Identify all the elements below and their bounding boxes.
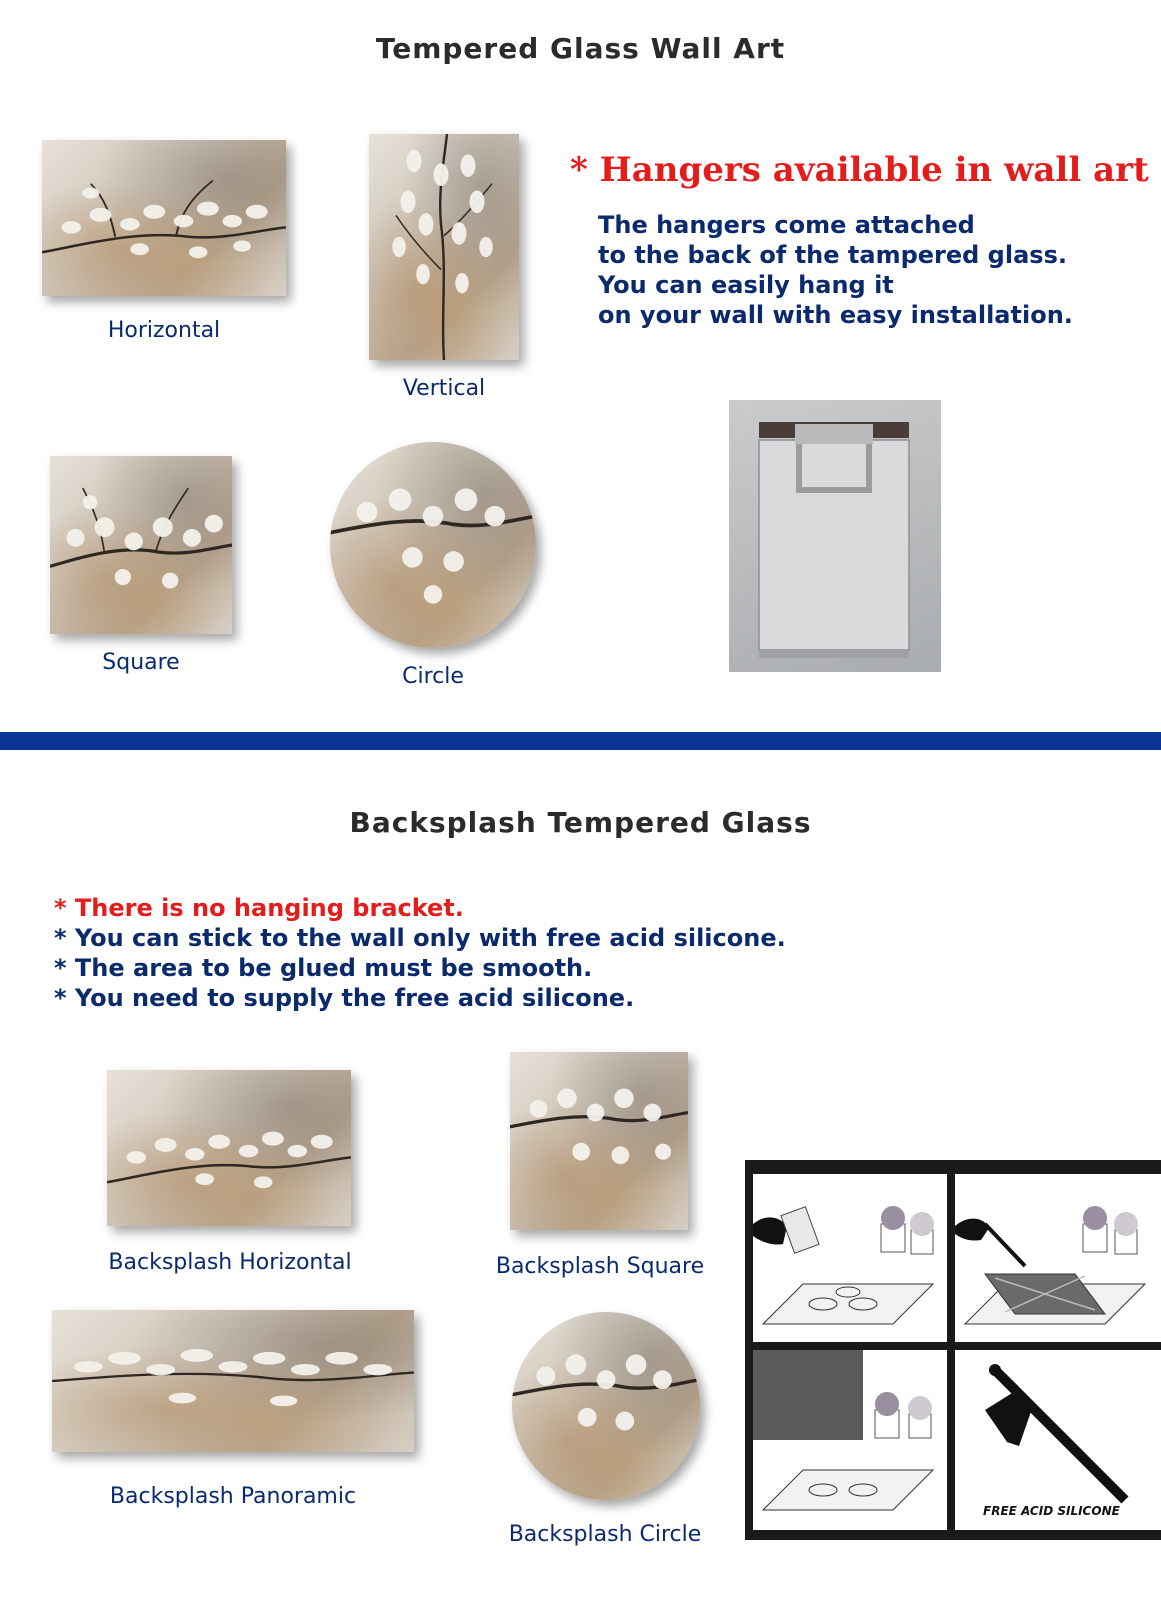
step-panel-apply-silicone [955,1174,1161,1342]
caulking-gun-icon [955,1350,1161,1530]
label-vertical: Vertical [402,376,486,401]
hanger-bracket-icon [729,400,941,672]
ginkgo-branch-graphic [512,1312,700,1500]
ginkgo-branch-graphic [369,134,519,360]
backsplash-title: Backsplash Tempered Glass [349,806,812,839]
note-no-bracket: * There is no hanging bracket. [54,894,464,922]
installation-steps-illustration [745,1160,1161,1540]
label-backsplash-square: Backsplash Square [495,1254,705,1279]
label-circle: Circle [402,664,464,689]
hanger-note-line: You can easily hang it [598,271,894,299]
ginkgo-branch-graphic [510,1052,688,1230]
ginkgo-branch-graphic [52,1310,414,1452]
hanger-note-line: The hangers come attached [598,211,975,239]
stovetop-hand-icon [753,1174,947,1342]
hanger-note-title: * Hangers available in wall art [570,150,1149,190]
label-backsplash-circle: Backsplash Circle [508,1522,702,1547]
step-panel-silicone-gun [955,1350,1161,1530]
art-horizontal-image [42,140,286,296]
note-smooth: * The area to be glued must be smooth. [54,954,593,982]
ginkgo-branch-graphic [50,456,232,634]
ginkgo-branch-graphic [107,1070,351,1226]
backsplash-panoramic-image [52,1310,414,1452]
label-backsplash-horizontal: Backsplash Horizontal [108,1250,352,1275]
ginkgo-branch-graphic [42,140,286,296]
section-divider [0,732,1161,750]
hanger-note-line: to the back of the tampered glass. [598,241,1067,269]
backsplash-notes [54,893,786,1013]
backsplash-square-image [510,1052,688,1230]
silicone-application-icon [955,1174,1161,1342]
hanger-note-line: on your wall with easy installation. [598,301,1073,329]
step-panel-place-glass [753,1174,947,1342]
wall-art-title: Tempered Glass Wall Art [375,32,786,65]
step-panel-installed [753,1350,947,1530]
note-silicone: * You can stick to the wall only with free acid silicone. [54,924,786,952]
art-vertical-image [369,134,519,360]
installed-backsplash-icon [753,1350,947,1530]
silicone-label: FREE ACID SILICONE [983,1504,1120,1518]
hanger-note-body [598,210,1118,330]
backsplash-circle-image [512,1312,700,1500]
hanger-bracket-photo [729,400,941,672]
note-supply: * You need to supply the free acid silicone. [54,984,635,1012]
ginkgo-branch-graphic [330,442,536,648]
label-square: Square [102,650,180,675]
label-horizontal: Horizontal [107,318,221,343]
art-circle-image [330,442,536,648]
art-square-image [50,456,232,634]
label-backsplash-panoramic: Backsplash Panoramic [109,1484,357,1509]
backsplash-horizontal-image [107,1070,351,1226]
